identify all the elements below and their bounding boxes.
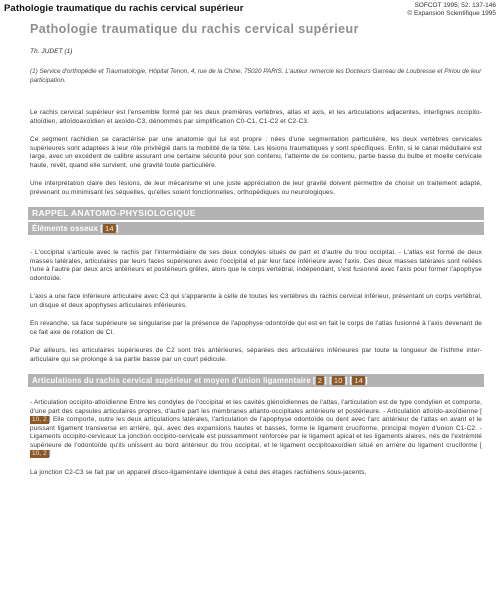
subsection-heading: Articulations du rachis cervical supérieur et moyen d'union ligamentaire [ 2 ] [ 10 ] [ 14 ] [28, 374, 484, 387]
intro-paragraph: Une interprétation claire des lésions, de leur mécanisme et une juste appréciation de leur gravité doivent permettre de choisir un traitement adapté, prévenant ou minimisant les séquelles, qu'elles soient fonctionnelles, orthopédiques ou neurologiques. [30, 180, 482, 196]
intro-paragraph: Le rachis cervical supérieur est l'ensemble formé par les deux premières vertèbres, atlas et axis, et les articulations adjacentes, interlignes occipito-atloïdien, atloïdoaxoïdien et axoïdo-C3, dénommés par simplification C0-C1, C1-C2 et C2-C3. [30, 109, 482, 125]
reference-link[interactable]: 2 [317, 376, 323, 385]
article-title: Pathologie traumatique du rachis cervical supérieur [30, 22, 359, 36]
article-page [30, 22, 482, 477]
body-paragraph: En revanche, sa face supérieure se singularise par la présence de l'apophyse odontoïde qui est en fait le corps de l'atlas fusionné à l'axis devenant de ce fait axe de rotation de CI. [30, 320, 482, 336]
reference-link[interactable]: 10 [333, 376, 343, 385]
affiliation: (1) Service d'orthopédie et Traumatologie, Hôpital Tenon, 4, rue de la Chine, 75020 PARIS. L'auteur remercie les Docteurs Garreau de Loubresse et Piriou de leur participation. [30, 68, 482, 84]
journal-header [0, 0, 500, 24]
section-heading [28, 207, 484, 220]
author: Th. JUDET (1) [30, 48, 73, 55]
citation: SOFCOT 1995; 52: 137-146 [414, 2, 496, 9]
section-title: RAPPEL ANATOMO-PHYSIOLOGIQUE [32, 208, 196, 218]
intro-paragraph: Ce segment rachidien se caractérise par une anatomie qui lui est propre : nées d'une segmentation particulière, les deux vertèbres cervicales supérieures sont adaptées à leur rôle privilégié dans la mobilité de la tête. Les lésions traumatiques y sont spécifiques. Enfin, si le canal médullaire est large, avec un excédent de calibre assurant une certaine sécurité pour son contenu, l'atteinte de ce contenu, partie basse du bulbe et moelle cervicale haute, revêt, quand elle survient, une gravité toute particulière. [30, 136, 482, 169]
reference-link[interactable]: 10, 2 [32, 416, 47, 423]
body-paragraph: L'axis a une face inférieure articulaire avec C3 qui s'apparente à celle de toutes les vertèbres du rachis cervical inférieur, présentant un corps vertébral, un disque et deux apophyses articulaires inférieures. [30, 293, 482, 309]
paragraph-text: - Articulation occipito-atloïdienne Entre les condyles de l'occipital et les cavités glénoïdiennes de l'atlas, l'articulation est de type condylien et comporte, d'une part des capsules articulaires propres, d'autre part les membranes atlanto-occipitales antérieure et postérieure. - Articulation atloïdo-axoïdienne [30, 399, 482, 415]
body-paragraph: La jonction C2-C3 se fait par un appareil disco-ligamentaire identique à celui des étages rachidiens sous-jacents. [30, 468, 367, 476]
journal-meta [407, 2, 496, 18]
copyright: © Expansion Scientifique 1995 [407, 10, 496, 17]
paragraph-text: Elle comporte, outre les deux articulations latérales, l'articulation de l'apophyse odontoïde ou dent avec l'arc antérieur de l'atlas en avant et le puissant ligament transverse en arrière, qui, avec des expansions hautes et basses, forme le ligament cruciforme, principal moyen d'union C1-C2. - Ligaments occipito-cervicaux La jonction occipito-cervicale est puissamment renforcée par le ligament apical et les ligaments alaires, nés de l'extrémité supérieure de l'odontoïde qu'ils unissent au bord antérieur du trou occipital, et le ligament occipitoaxoïdien situé en arrière du ligament cruciforme [30, 416, 482, 449]
journal-title: Pathologie traumatique du rachis cervical supérieur [4, 3, 244, 14]
reference-link[interactable]: 14 [354, 376, 364, 385]
reference-link[interactable]: 14 [105, 224, 114, 233]
body-paragraph: Par ailleurs, les articulaires supérieures de C2 sont très antérieures, séparées des articulaires inférieures par toute la longueur de l'isthme inter-articulaire qui se prolonge à sa partie basse par un court pédicule. [30, 347, 482, 363]
body-paragraph: - L'occipital s'articule avec le rachis par l'intermédiaire de ses deux condyles situés de part et d'autre du trou occipital. - L'atlas est formé de deux masses latérales, articulaires par leurs faces supérieures avec l'occipital et par leur face inférieure avec l'axis. Ces deux masses latérales sont reliées l'une à l'autre par deux arcs antérieurs et postérieurs grêles, alors que le corps vertébral, indépendant, s'est fusionné avec l'axis pour former l'apophyse odontoïde. [30, 249, 482, 282]
body-paragraph: - Articulation occipito-atloïdienne Entre les condyles de l'occipital et les cavités glénoïdiennes de l'atlas, l'articulation est de type condylien et comporte, d'une part des capsules articulaires propres, d'autre part les membranes atlanto-occipitales antérieure et postérieure. - Articulation atloïdo-axoïdienne [10, 2 ] Elle comporte, outre les deux articulations latérales, l'articulation de l'apophyse odontoïde ou dent avec l'arc antérieur de l'atlas en avant et le puissant ligament transverse en arrière, qui, avec des expansions hautes et basses, forme le ligament cruciforme, principal moyen d'union C1-C2. - Ligaments occipito-cervicaux La jonction occipito-cervicale est puissamment renforcée par le ligament apical et les ligaments alaires, nés de l'extrémité supérieure de l'odontoïde qu'ils unissent au bord antérieur du trou occipital, et le ligament occipitoaxoïdien situé en arrière du ligament cruciforme [10, 2 ] [30, 399, 482, 457]
subsection-heading: Éléments osseux [ 14 ] [28, 222, 484, 235]
subsection-title: Articulations du rachis cervical supérieur et moyen d'union ligamentaire [32, 376, 311, 385]
subsection-title: Éléments osseux [32, 224, 98, 233]
reference-link[interactable]: 10, 2 [32, 450, 47, 457]
